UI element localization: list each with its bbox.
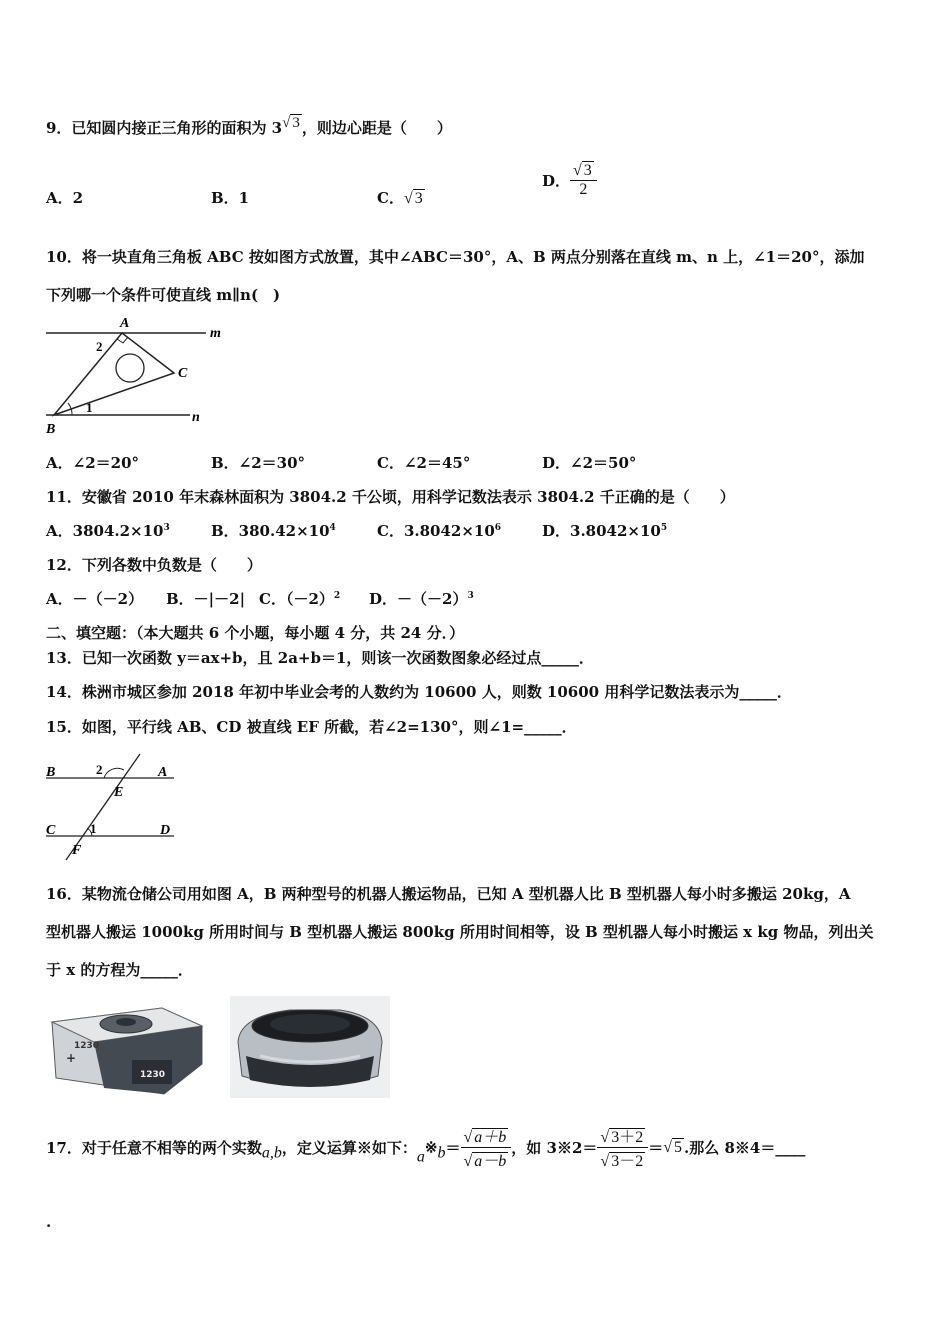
q12-stem: 12．下列各数中负数是（ ） [46,556,262,574]
q15-figure [44,752,176,864]
section2-heading: 二、填空题：（本大题共 6 个小题，每小题 4 分，共 24 分．） [46,624,465,642]
q10-figure [44,315,228,437]
label-b: B [46,765,56,780]
q13: 13．已知一次函数 y＝ax+b，且 2a+b＝1，则该一次函数图象必经过点_____． [46,649,594,667]
q10-option-d: D．∠2＝50° [542,454,637,472]
q11-option-d: D．$3.8042\times 10^5$ [542,522,668,540]
q11-option-c: C．$3.8042\times 10^6$ [377,522,502,540]
q10-option-a: A．∠2＝20° [46,454,140,472]
q12-option-a: A．－（－2） [46,590,144,608]
triangle-abc [54,333,174,415]
q17-tail: . [46,1213,52,1231]
q17-stem: 17．对于任意不相等的两个实数a,b，定义运算※如下：a※b＝ $\frac{√ a+b}{√ a-b}$ ，如 3※2＝ $\frac{√ 3+2}{√ 3-2}$ ＝√ 5 .那么 8※4＝____ [46,1124,805,1171]
q12-option-d: D．$-(-2)^3$ [369,590,474,608]
q12-option-c: C．$(-2)^2$ [259,590,341,608]
label-f: F [72,843,82,858]
q11-option-a: A．$3804.2\times 10^3$ [46,522,170,540]
robot-b-image [230,996,390,1098]
q16-line3: 于 x 的方程为_____． [46,961,193,979]
robot-a-image [44,1000,206,1100]
robot-a-plate: 1230 [140,1070,166,1080]
label-d: D [160,823,171,838]
label-c: C [46,823,56,838]
label-a: A [158,765,168,780]
q9-stem: 9．已知圆内接正三角形的面积为 3√ 3 ，则边心距是（ ） [46,115,452,137]
q15-stem: 15．如图，平行线 AB、CD 被直线 EF 所截，若∠2=130°，则∠1=_____． [46,718,577,736]
q10-option-c: C．∠2＝45° [377,454,471,472]
q12-option-b: B．－|－2| [166,590,246,608]
label-c: C [178,366,188,381]
label-m: m [210,326,221,341]
label-a: A [120,316,130,331]
label-b: B [46,422,56,437]
q9-sqrt: √ 3 [282,115,300,131]
label-angle2: 2 [96,339,103,354]
q11-stem: 11．安徽省 2010 年末森林面积为 3804.2 千公顷，用科学记数法表示 3804.2 千正确的是（ ） [46,488,735,506]
q10-line1: 10．将一块直角三角板 ABC 按如图方式放置，其中∠ABC＝30°，A、B 两点分别落在直线 m、n 上，∠1＝20°，添加 [46,248,865,266]
label-e: E [114,785,124,800]
q9-option-c: C．√ 3 [377,189,423,207]
q16-line1: 16．某物流仓储公司用如图 A，B 两种型号的机器人搬运物品，已知 A 型机器人比 B 型机器人每小时多搬运 20kg，A [46,885,851,903]
label-angle2: 2 [96,762,103,777]
robot-a-label: 1230 [74,1041,100,1051]
triangle-hole [116,354,144,382]
q10-option-b: B．∠2＝30° [211,454,306,472]
label-angle1: 1 [90,821,97,836]
q16-line2: 型机器人搬运 1000kg 所用时间与 B 型机器人搬运 800kg 所用时间相等，设 B 型机器人每小时搬运 x kg 物品，列出关 [46,923,874,941]
q11-option-b: B．$380.42\times 10^4$ [211,522,336,540]
svg-text:+: + [66,1051,77,1065]
q9-option-b: B．1 [211,189,250,207]
q9-option-a: A．2 [46,189,84,207]
q14: 14．株洲市城区参加 2018 年初中毕业会考的人数约为 10600 人，则数 10600 用科学记数法表示为_____． [46,683,792,701]
q9-option-d: D． $\frac{√ 3}{2}$ [542,162,597,199]
angle2-arc [104,768,124,778]
label-angle1: 1 [86,400,93,415]
label-n: n [192,410,200,425]
q10-line2: 下列哪一个条件可使直线 m∥n( ) [46,286,281,304]
